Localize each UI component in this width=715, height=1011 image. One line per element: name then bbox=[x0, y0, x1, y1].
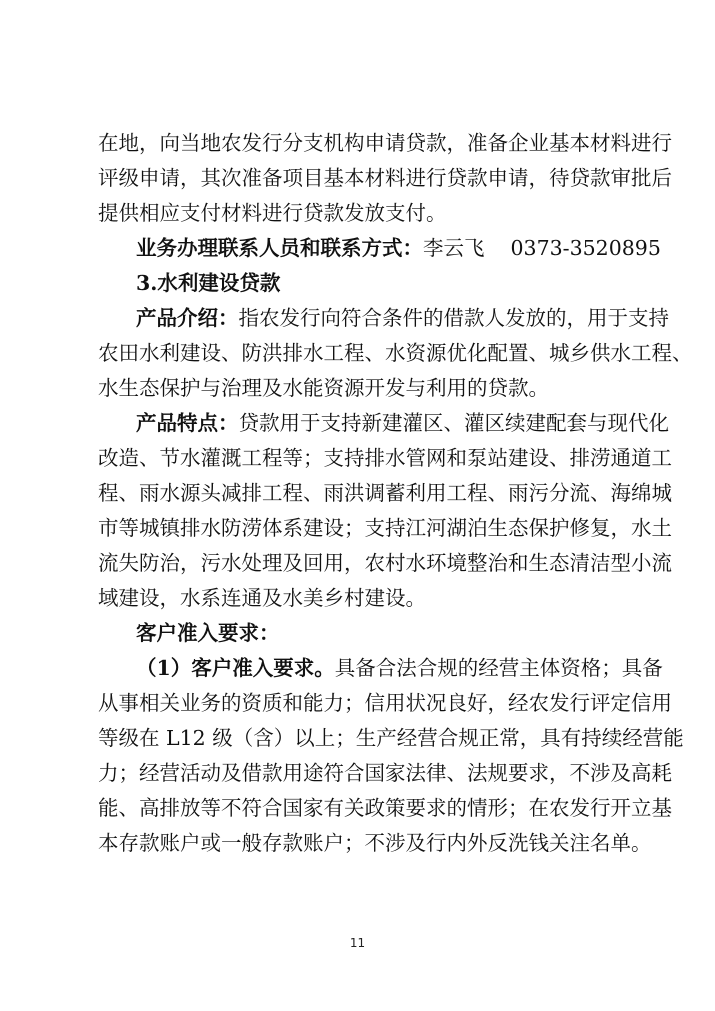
contact-phone: 0373-3520895 bbox=[510, 236, 661, 260]
section-heading: 3.水利建设贷款 bbox=[136, 271, 281, 295]
product-intro-label: 产品介绍： bbox=[136, 306, 239, 330]
contact-person: 李云飞 bbox=[423, 236, 485, 260]
paragraph-text: 具备合法合规的经营主体资格；具备 bbox=[334, 656, 663, 680]
paragraph-line: 域建设，水系连通及水美乡村建设。 bbox=[98, 586, 426, 610]
paragraph-text: 贷款用于支持新建灌区、灌区续建配套与现代化 bbox=[238, 411, 669, 435]
paragraph-line: 流失防治，污水处理及回用，农村水环境整治和生态清洁型小流 bbox=[98, 551, 672, 575]
paragraph-text: 指农发行向符合条件的借款人发放的，用于支持 bbox=[238, 306, 669, 330]
product-features-label: 产品特点： bbox=[136, 411, 239, 435]
paragraph-line: 市等城镇排水防涝体系建设；支持江河湖泊生态保护修复，水土 bbox=[98, 516, 672, 540]
paragraph-line: 改造、节水灌溉工程等；支持排水管网和泵站建设、排涝通道工 bbox=[98, 446, 672, 470]
paragraph-line: 等级在 L12 级（含）以上；生产经营合规正常，具有持续经营能 bbox=[98, 726, 684, 750]
contact-line bbox=[136, 231, 661, 265]
requirement-label: （1）客户准入要求。 bbox=[136, 656, 335, 680]
paragraph-line: 从事相关业务的资质和能力；信用状况良好，经农发行评定信用 bbox=[98, 691, 672, 715]
paragraph-line: 能、高排放等不符合国家有关政策要求的情形；在农发行开立基 bbox=[98, 796, 672, 820]
paragraph-line: 程、雨水源头减排工程、雨洪调蓄利用工程、雨污分流、海绵城 bbox=[98, 481, 672, 505]
paragraph-line: 力；经营活动及借款用途符合国家法律、法规要求，不涉及高耗 bbox=[98, 761, 672, 785]
paragraph-line: 本存款账户或一般存款账户；不涉及行内外反洗钱关注名单。 bbox=[98, 831, 652, 855]
paragraph-line: 评级申请，其次准备项目基本材料进行贷款申请，待贷款审批后 bbox=[98, 166, 672, 190]
paragraph-line bbox=[136, 301, 669, 335]
paragraph-line: 水生态保护与治理及水能资源开发与利用的贷款。 bbox=[98, 376, 549, 400]
subsection-heading: 客户准入要求： bbox=[136, 621, 280, 645]
paragraph-line: 在地，向当地农发行分支机构申请贷款，准备企业基本材料进行 bbox=[98, 131, 672, 155]
paragraph-line bbox=[136, 651, 663, 685]
paragraph-line bbox=[136, 406, 669, 440]
paragraph-line: 提供相应支付材料进行贷款发放支付。 bbox=[98, 201, 447, 225]
paragraph-line: 农田水利建设、防洪排水工程、水资源优化配置、城乡供水工程、 bbox=[98, 341, 693, 365]
contact-label: 业务办理联系人员和联系方式： bbox=[136, 236, 423, 260]
page-number: 11 bbox=[349, 936, 366, 950]
